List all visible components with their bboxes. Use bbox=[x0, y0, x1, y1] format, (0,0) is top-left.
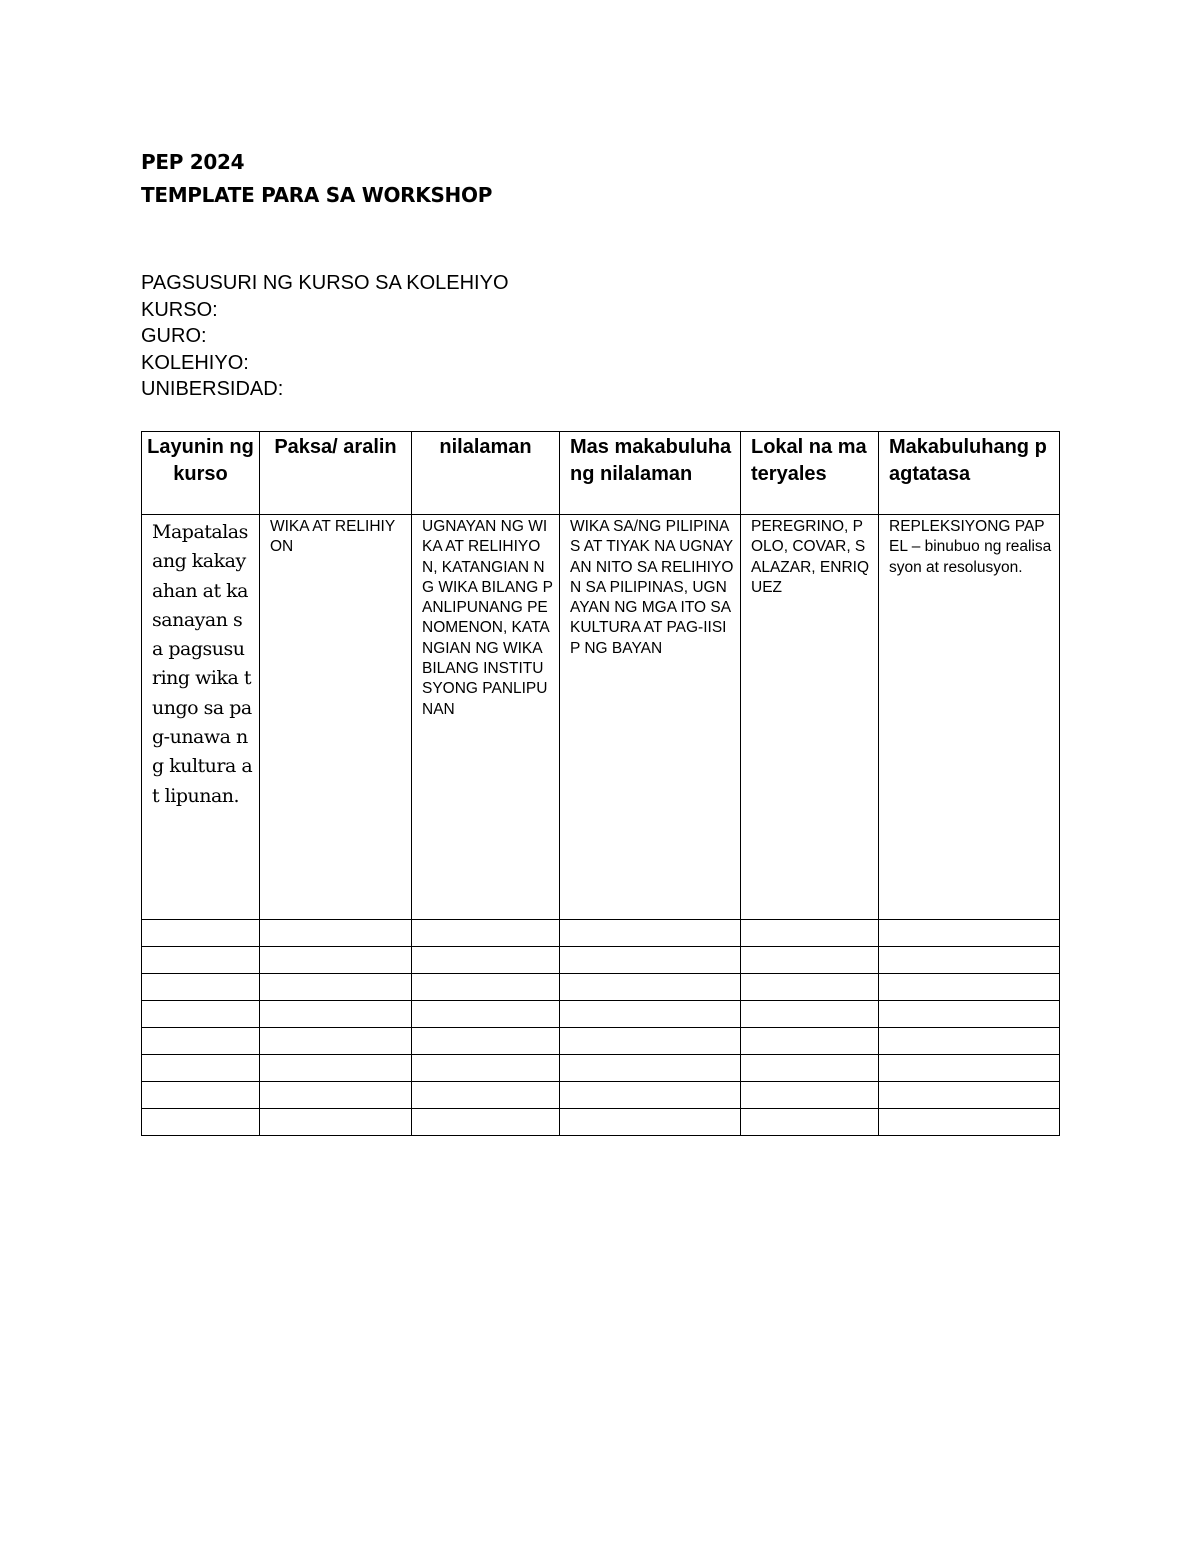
empty-cell bbox=[560, 947, 741, 974]
table-row bbox=[142, 515, 1060, 920]
empty-cell bbox=[260, 1001, 412, 1028]
empty-cell bbox=[560, 974, 741, 1001]
empty-cell bbox=[412, 974, 560, 1001]
cell-pagtatasa: REPLEKSIYONG PAPEL – binubuo ng realisasyon at resolusyon. bbox=[879, 515, 1060, 920]
cell-layunin: Mapatalas ang kakayahan at kasanayan sa pagsusuring wika tungo sa pag-unawa ng kultura at lipunan. bbox=[142, 515, 260, 920]
empty-cell bbox=[260, 920, 412, 947]
empty-cell bbox=[741, 1082, 879, 1109]
empty-cell bbox=[741, 1001, 879, 1028]
document-header bbox=[141, 146, 492, 212]
empty-cell bbox=[560, 1082, 741, 1109]
cell-mas-makabuluhan: WIKA SA/NG PILIPINAS AT TIYAK NA UGNAYAN NITO SA RELIHIYON SA PILIPINAS, UGNAYAN NG MGA ITO SA KULTURA AT PAG-IISIP NG BAYAN bbox=[560, 515, 741, 920]
header-paksa: Paksa/ aralin bbox=[260, 432, 412, 515]
kurso-label: KURSO: bbox=[141, 298, 218, 321]
empty-cell bbox=[879, 1001, 1060, 1028]
kolehiyo-label: KOLEHIYO: bbox=[141, 351, 249, 374]
header-lokal: Lokal na materyales bbox=[741, 432, 879, 515]
table-row-empty bbox=[142, 1055, 1060, 1082]
header-layunin: Layunin ng kurso bbox=[142, 432, 260, 515]
empty-cell bbox=[412, 947, 560, 974]
table-row-empty bbox=[142, 1001, 1060, 1028]
empty-cell bbox=[879, 1109, 1060, 1136]
table-row-empty bbox=[142, 947, 1060, 974]
empty-cell bbox=[142, 920, 260, 947]
empty-cell bbox=[412, 1001, 560, 1028]
header-mas-makabuluhan: Mas makabuluhang nilalaman bbox=[560, 432, 741, 515]
table-row-empty bbox=[142, 974, 1060, 1001]
empty-cell bbox=[879, 1028, 1060, 1055]
empty-cell bbox=[142, 1109, 260, 1136]
cell-paksa: WIKA AT RELIHIYON bbox=[260, 515, 412, 920]
header-nilalaman: nilalaman bbox=[412, 432, 560, 515]
table-row-empty bbox=[142, 1109, 1060, 1136]
empty-cell bbox=[879, 1082, 1060, 1109]
empty-cell bbox=[560, 1109, 741, 1136]
doc-title-pep: PEP 2024 bbox=[141, 150, 245, 174]
table-header-row bbox=[142, 432, 1060, 515]
table-row-empty bbox=[142, 920, 1060, 947]
course-analysis-table bbox=[141, 431, 1060, 1136]
empty-cell bbox=[560, 1055, 741, 1082]
empty-cell bbox=[879, 1055, 1060, 1082]
empty-cell bbox=[412, 1109, 560, 1136]
empty-cell bbox=[560, 1028, 741, 1055]
empty-cell bbox=[560, 920, 741, 947]
empty-cell bbox=[142, 1001, 260, 1028]
empty-cell bbox=[741, 1109, 879, 1136]
cell-nilalaman: UGNAYAN NG WIKA AT RELIHIYON, KATANGIAN NG WIKA BILANG PANLIPUNANG PENOMENON, KATANGIAN NG WIKA BILANG INSTITUSYONG PANLIPUNAN bbox=[412, 515, 560, 920]
doc-title-template: TEMPLATE PARA SA WORKSHOP bbox=[141, 183, 493, 207]
empty-cell bbox=[260, 947, 412, 974]
empty-cell bbox=[741, 947, 879, 974]
empty-cell bbox=[741, 1028, 879, 1055]
empty-cell bbox=[879, 974, 1060, 1001]
empty-cell bbox=[879, 947, 1060, 974]
empty-cell bbox=[560, 1001, 741, 1028]
empty-cell bbox=[741, 920, 879, 947]
empty-cell bbox=[142, 1028, 260, 1055]
empty-cell bbox=[260, 1109, 412, 1136]
empty-cell bbox=[741, 1055, 879, 1082]
empty-cell bbox=[412, 1028, 560, 1055]
section-title: PAGSUSURI NG KURSO SA KOLEHIYO bbox=[141, 272, 509, 294]
empty-cell bbox=[412, 1082, 560, 1109]
empty-cell bbox=[142, 1055, 260, 1082]
empty-cell bbox=[142, 1082, 260, 1109]
course-info-block bbox=[141, 270, 509, 403]
empty-cell bbox=[412, 1055, 560, 1082]
empty-cell bbox=[741, 974, 879, 1001]
guro-label: GURO: bbox=[141, 325, 207, 347]
empty-cell bbox=[260, 1028, 412, 1055]
empty-cell bbox=[879, 920, 1060, 947]
table-row-empty bbox=[142, 1028, 1060, 1055]
cell-lokal: PEREGRINO, POLO, COVAR, SALAZAR, ENRIQUEZ bbox=[741, 515, 879, 920]
header-pagtatasa: Makabuluhang pagtatasa bbox=[879, 432, 1060, 515]
empty-cell bbox=[412, 920, 560, 947]
empty-cell bbox=[142, 947, 260, 974]
empty-cell bbox=[260, 1082, 412, 1109]
empty-cell bbox=[260, 974, 412, 1001]
empty-cell bbox=[260, 1055, 412, 1082]
empty-cell bbox=[142, 974, 260, 1001]
unibersidad-label: UNIBERSIDAD: bbox=[141, 378, 284, 400]
table-row-empty bbox=[142, 1082, 1060, 1109]
